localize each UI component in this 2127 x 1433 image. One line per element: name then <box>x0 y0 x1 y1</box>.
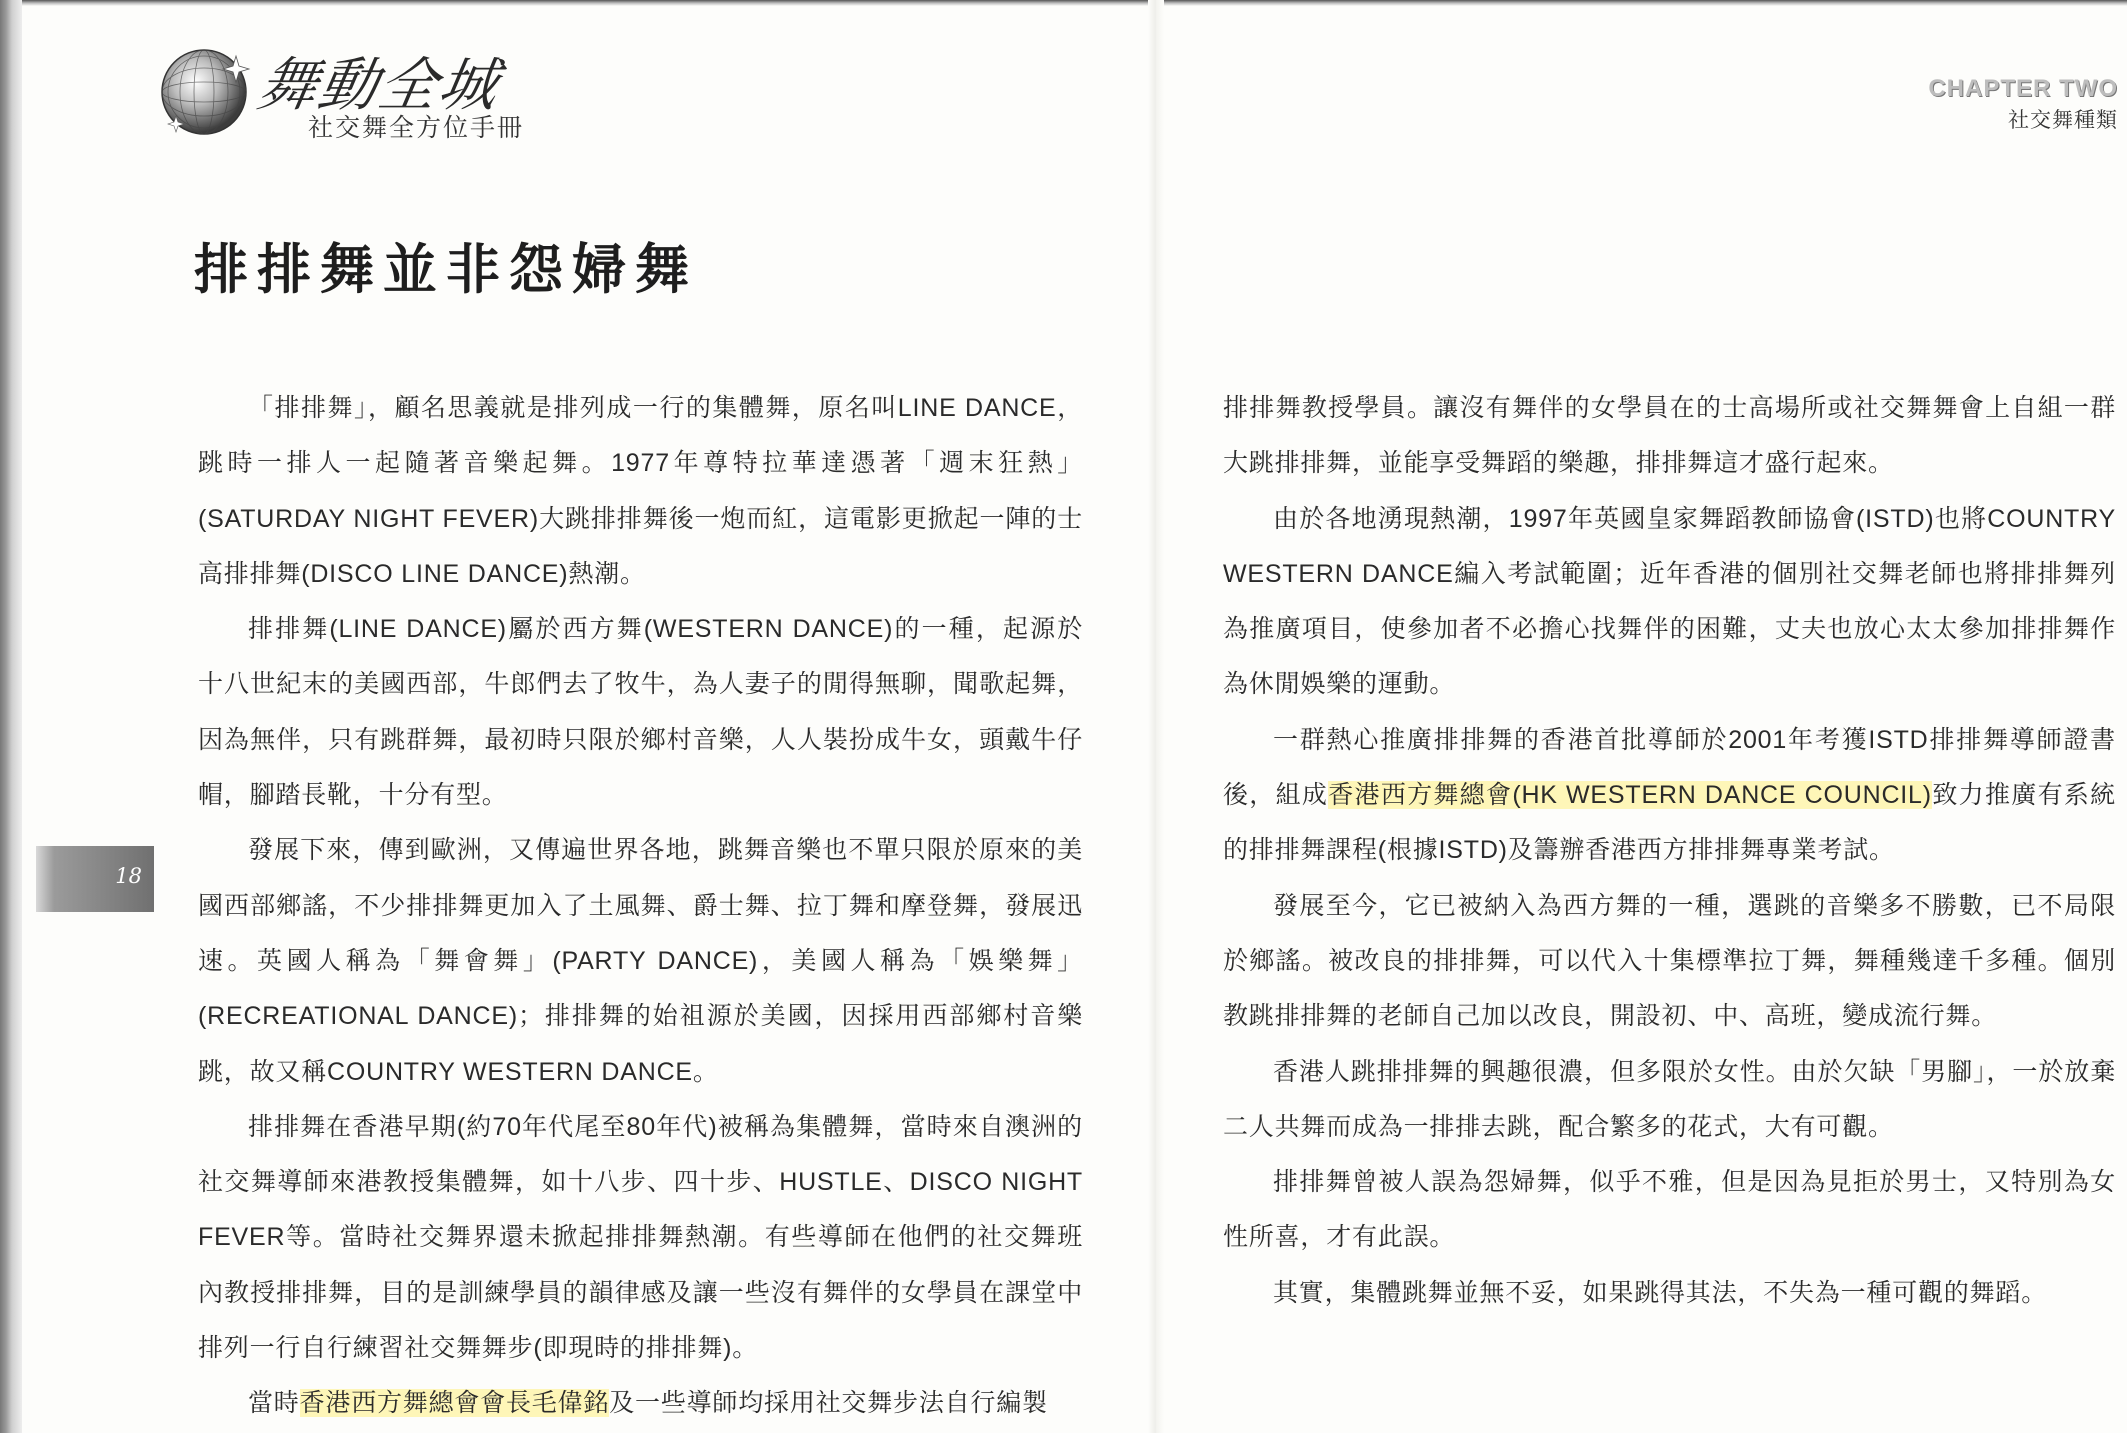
text-run: 及一些導師均採用社交舞步法自行編製 <box>609 1389 1048 1418</box>
paragraph: 香港人跳排排舞的興趣很濃，但多限於女性。由於欠缺「男腳」，一於放棄二人共舞而成為一排排去跳，配合繁多的花式，大有可觀。 <box>1223 1057 2116 1141</box>
right-column <box>1223 381 2116 1321</box>
paragraph: 排排舞(LINE DANCE)屬於西方舞(WESTERN DANCE)的一種，起源於十八世紀末的美國西部，牛郎們去了牧牛，為人妻子的閒得無聊，聞歌起舞，因為無伴，只有跳群舞，最初時只限於鄉村音樂，人人裝扮成牛女，頭戴牛仔帽，腳踏長靴，十分有型。 <box>198 615 1083 810</box>
text-run: 當時 <box>248 1389 300 1418</box>
highlighted-text: 香港西方舞總會會長毛偉銘 <box>299 1389 610 1418</box>
paragraph: 發展至今，它已被納入為西方舞的一種，選跳的音樂多不勝數，已不局限於鄉謠。被改良的排排舞，可以代入十集標準拉丁舞，舞種幾達千多種。個別教跳排排舞的老師自己加以改良，開設初、中、高班，變成流行舞。 <box>1223 891 2116 1031</box>
paragraph <box>198 1376 1083 1431</box>
paragraph: 其實，集體跳舞並無不妥，如果跳得其法，不失為一種可觀的舞蹈。 <box>1273 1278 2048 1307</box>
paragraph: 「排排舞」，顧名思義就是排列成一行的集體舞，原名叫LINE DANCE，跳時一排人一起隨著音樂起舞。1977年尊特拉華達憑著「週末狂熱」(SATURDAY NIGHT FEVER)大跳排排舞後一炮而紅，這電影更掀起一陣的士高排排舞(DISCO LINE DANCE)熱潮。 <box>198 394 1083 588</box>
chapter-subtitle: 社交舞種類 <box>2008 108 2118 132</box>
logo-title: 舞動全城 <box>253 51 506 119</box>
paragraph: 由於各地湧現熱潮，1997年英國皇家舞蹈教師協會(ISTD)也將COUNTRY WESTERN DANCE編入考試範圍；近年香港的個別社交舞老師也將排排舞列為推廣項目，使參加者不必擔心找舞伴的困難，丈夫也放心太太參加排排舞作為休閒娛樂的運動。 <box>1223 504 2116 699</box>
paragraph <box>1223 713 2116 879</box>
paragraph: 發展下來，傳到歐洲，又傳遍世界各地，跳舞音樂也不單只限於原來的美國西部鄉謠，不少排排舞更加入了土風舞、爵士舞、拉丁舞和摩登舞，發展迅速。英國人稱為「舞會舞」(PARTY DANCE)，美國人稱為「娛樂舞」(RECREATIONAL DANCE)；排排舞的始祖源於美國，因採用西部鄉村音樂跳，故又稱COUNTRY WESTERN DANCE。 <box>198 836 1083 1086</box>
paragraph: 排排舞在香港早期(約70年代尾至80年代)被稱為集體舞，當時來自澳洲的社交舞導師來港教授集體舞，如十八步、四十步、HUSTLE、DISCO NIGHT FEVER等。當時社交舞界還未掀起排排舞熱潮。有些導師在他們的社交舞班內教授排排舞，目的是訓練學員的韻律感及讓一些沒有舞伴的女學員在課堂中排列一行自行練習社交舞舞步(即現時的排排舞)。 <box>198 1112 1083 1363</box>
text-run: 致力推廣有系統的排排舞課程(根據ISTD)及籌辦香港西方排排舞專業考試。 <box>1223 781 2116 865</box>
page-title: 排排舞並非怨婦舞 <box>194 238 698 301</box>
page-number: 18 <box>115 864 142 888</box>
chapter-label: CHAPTER TWO <box>1928 75 2118 102</box>
text-run: 一群熱心推廣排排舞的香港首批導師於2001年考獲ISTD排排舞導師證書後，組成 <box>1223 725 2116 810</box>
page-gutter <box>1148 0 1164 1433</box>
book-logo <box>150 30 530 150</box>
paragraph: 排排舞曾被人誤為怨婦舞，似乎不雅，但是因為見拒於男士，又特別為女性所喜，才有此誤。 <box>1223 1168 2116 1252</box>
logo-subtitle: 社交舞全方位手冊 <box>308 113 525 142</box>
disco-ball-icon <box>150 36 258 144</box>
book-binding-edge <box>0 0 22 1433</box>
paragraph: 排排舞教授學員。讓沒有舞伴的女學員在的士高場所或社交舞舞會上自組一群大跳排排舞，並能享受舞蹈的樂趣，排排舞這才盛行起來。 <box>1223 394 2116 478</box>
page-number-tab <box>36 846 154 912</box>
highlighted-text: 香港西方舞總會(HK WESTERN DANCE COUNCIL) <box>1328 781 1932 810</box>
page-top-edge <box>0 0 2127 6</box>
left-column <box>198 381 1083 1432</box>
